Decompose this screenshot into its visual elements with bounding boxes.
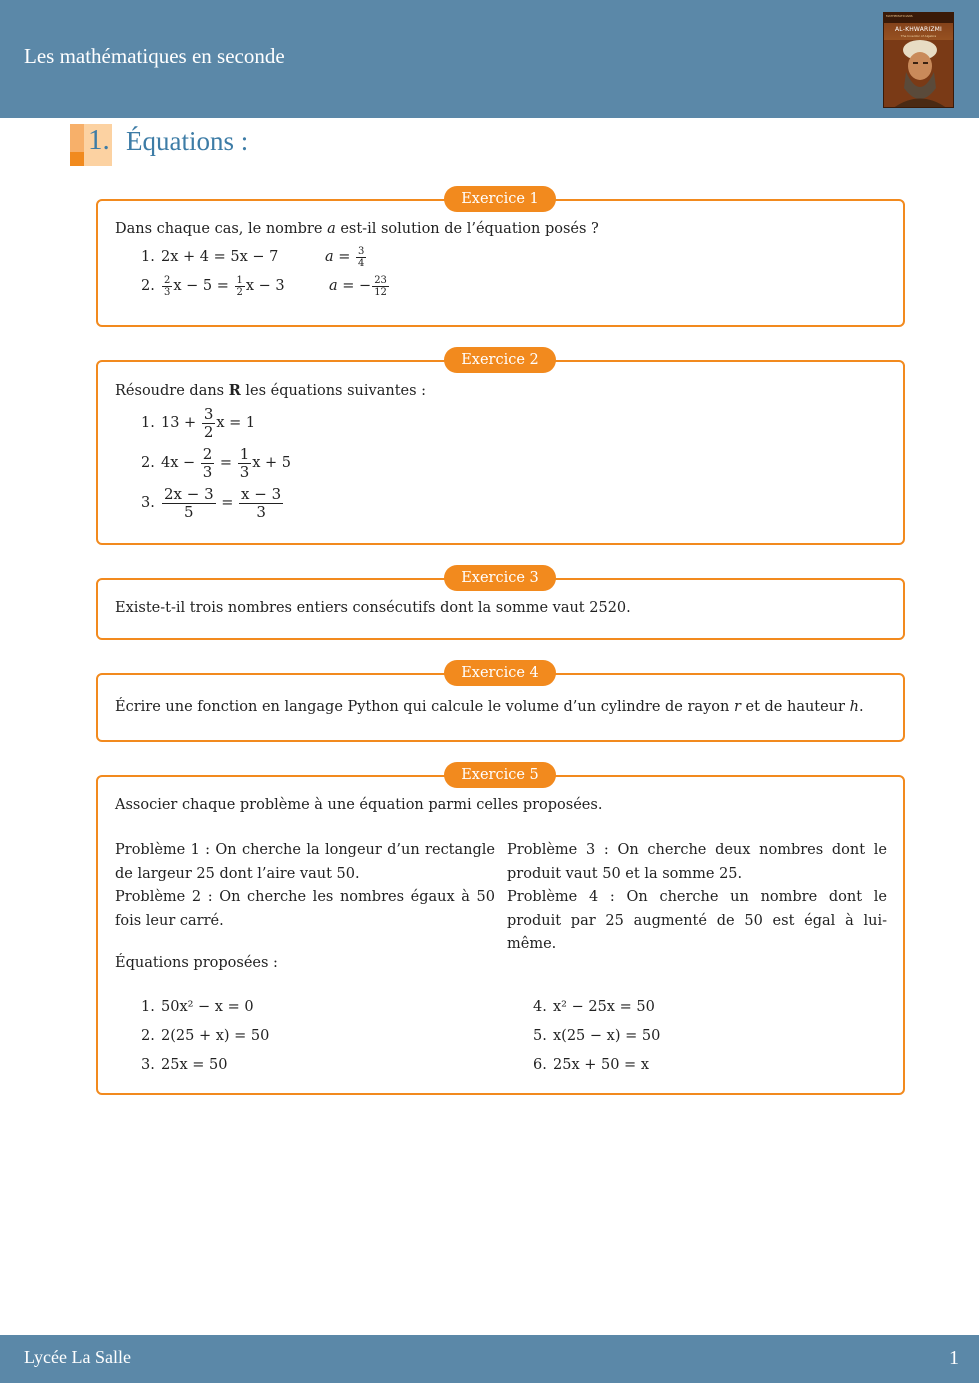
section-title: Équations : <box>126 126 249 156</box>
list-item: 5. x(25 − x) = 50 <box>533 1028 661 1044</box>
portrait-illustration <box>884 40 954 108</box>
exercise-5-label: Exercice 5 <box>444 762 556 788</box>
list-item: 1. 50x² − x = 0 <box>141 999 254 1015</box>
section-number: 1. <box>88 124 110 156</box>
book-cover-image <box>883 12 954 108</box>
equations-left-list <box>115 993 495 1080</box>
list-item: 2. 4x − $\frac{2}{3}$ = $\frac{1}{3}$ x + 5 <box>141 445 292 481</box>
exercise-2-box <box>96 360 905 545</box>
list-item: 1. 2x + 4 = 5x − 7 a = $\frac{3}{4}$ <box>141 245 365 269</box>
problems-left-column <box>115 839 495 957</box>
book-title: AL-KHWARIZMI <box>894 26 943 33</box>
problems-right-column <box>507 839 887 957</box>
problem-4: Problème 4 : On cherche un nombre dont le produit par 25 augmenté de 50 est égal à lui-même. <box>507 889 887 952</box>
exercise-3-text: Existe-t-il trois nombres entiers consécutifs dont la somme vaut 2520. <box>115 600 631 616</box>
list-item: 2. $\frac{2}{3}$ x − 5 = $\frac{1}{2}$ x − 3 a = − $\frac{23}{12}$ <box>141 274 387 298</box>
exercise-4-label: Exercice 4 <box>444 660 556 686</box>
list-item: 2. 2(25 + x) = 50 <box>141 1028 270 1044</box>
equations-title: Équations proposées : <box>115 955 278 971</box>
list-item: 3. 25x = 50 <box>141 1057 228 1073</box>
exercise-5-intro: Associer chaque problème à une équation parmi celles proposées. <box>115 797 603 813</box>
exercise-2-label: Exercice 2 <box>444 347 556 373</box>
problem-1: Problème 1 : On cherche la longeur d’un rectangle de largeur 25 dont l’aire vaut 50. <box>115 842 495 882</box>
exercise-1-intro: Dans chaque cas, le nombre a est-il solution de l’équation posés ? <box>115 221 599 237</box>
book-brand: MATHEMATICIANS <box>886 14 913 18</box>
book-subtitle: The Inventor of Algebra <box>900 34 937 38</box>
list-item: 3. $\frac{2x - 3}{5}$ = $\frac{x - 3}{3}$ <box>141 485 282 521</box>
page-header <box>0 0 979 118</box>
problem-3: Problème 3 : On cherche deux nombres dont le produit vaut 50 et la somme 25. <box>507 842 887 882</box>
exercise-1-box <box>96 199 905 327</box>
equations-right-list <box>507 993 887 1080</box>
header-title: Les mathématiques en seconde <box>24 44 285 68</box>
exercise-4-text: Écrire une fonction en langage Python qui calcule le volume d’un cylindre de rayon r et de hauteur h. <box>115 699 864 715</box>
exercise-5-box <box>96 775 905 1095</box>
exercise-1-label: Exercice 1 <box>444 186 556 212</box>
school-name: Lycée La Salle <box>24 1347 131 1367</box>
section-heading <box>70 124 470 166</box>
list-item: 1. 13 + $\frac{3}{2}$ x = 1 <box>141 405 256 441</box>
exercise-3-label: Exercice 3 <box>444 565 556 591</box>
page-footer <box>0 1335 979 1383</box>
list-item: 6. 25x + 50 = x <box>533 1057 649 1073</box>
exercise-2-intro: Résoudre dans R les équations suivantes : <box>115 382 427 399</box>
list-item: 4. x² − 25x = 50 <box>533 999 655 1015</box>
page-number: 1 <box>949 1347 959 1369</box>
problem-2: Problème 2 : On cherche les nombres égaux à 50 fois leur carré. <box>115 889 495 929</box>
